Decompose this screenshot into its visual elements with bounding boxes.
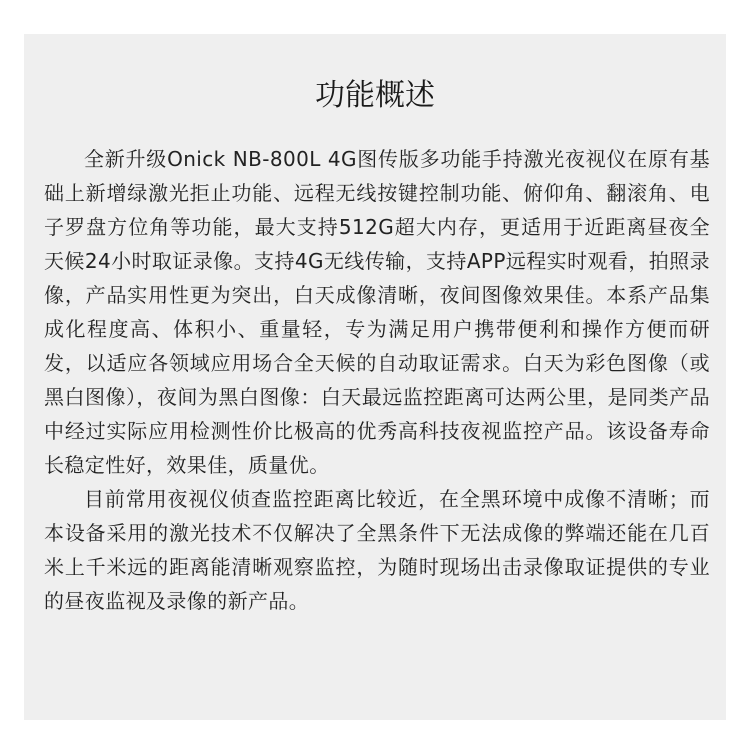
description-body	[44, 142, 710, 618]
page-title: 功能概述	[315, 78, 435, 113]
paragraph-laser-advantage: 目前常用夜视仪侦查监控距离比较近，在全黑环境中成像不清晰；而本设备采用的激光技术不仅解决了全黑条件下无法成像的弊端还能在几百米上千米远的距离能清晰观察监控，为随时现场出击录像取证提供的专业的昼夜监视及录像的新产品。	[44, 487, 710, 613]
paragraph-product-overview: 全新升级Onick NB-800L 4G图传版多功能手持激光夜视仪在原有基础上新增绿激光拒止功能、远程无线按键控制功能、俯仰角、翻滚角、电子罗盘方位角等功能，最大支持512G超大内存，更适用于近距离昼夜全天候24小时取证录像。支持4G无线传输，支持APP远程实时观看，拍照录像，产品实用性更为突出，白天成像清晰，夜间图像效果佳。本系产品集成化程度高、体积小、重量轻，专为满足用户携带便利和操作方便而研发，以适应各领域应用场合全天候的自动取证需求。白天为彩色图像（或黑白图像），夜间为黑白图像：白天最远监控距离可达两公里，是同类产品中经过实际应用检测性价比极高的优秀高科技夜视监控产品。该设备寿命长稳定性好，效果佳，质量优。	[44, 147, 710, 477]
